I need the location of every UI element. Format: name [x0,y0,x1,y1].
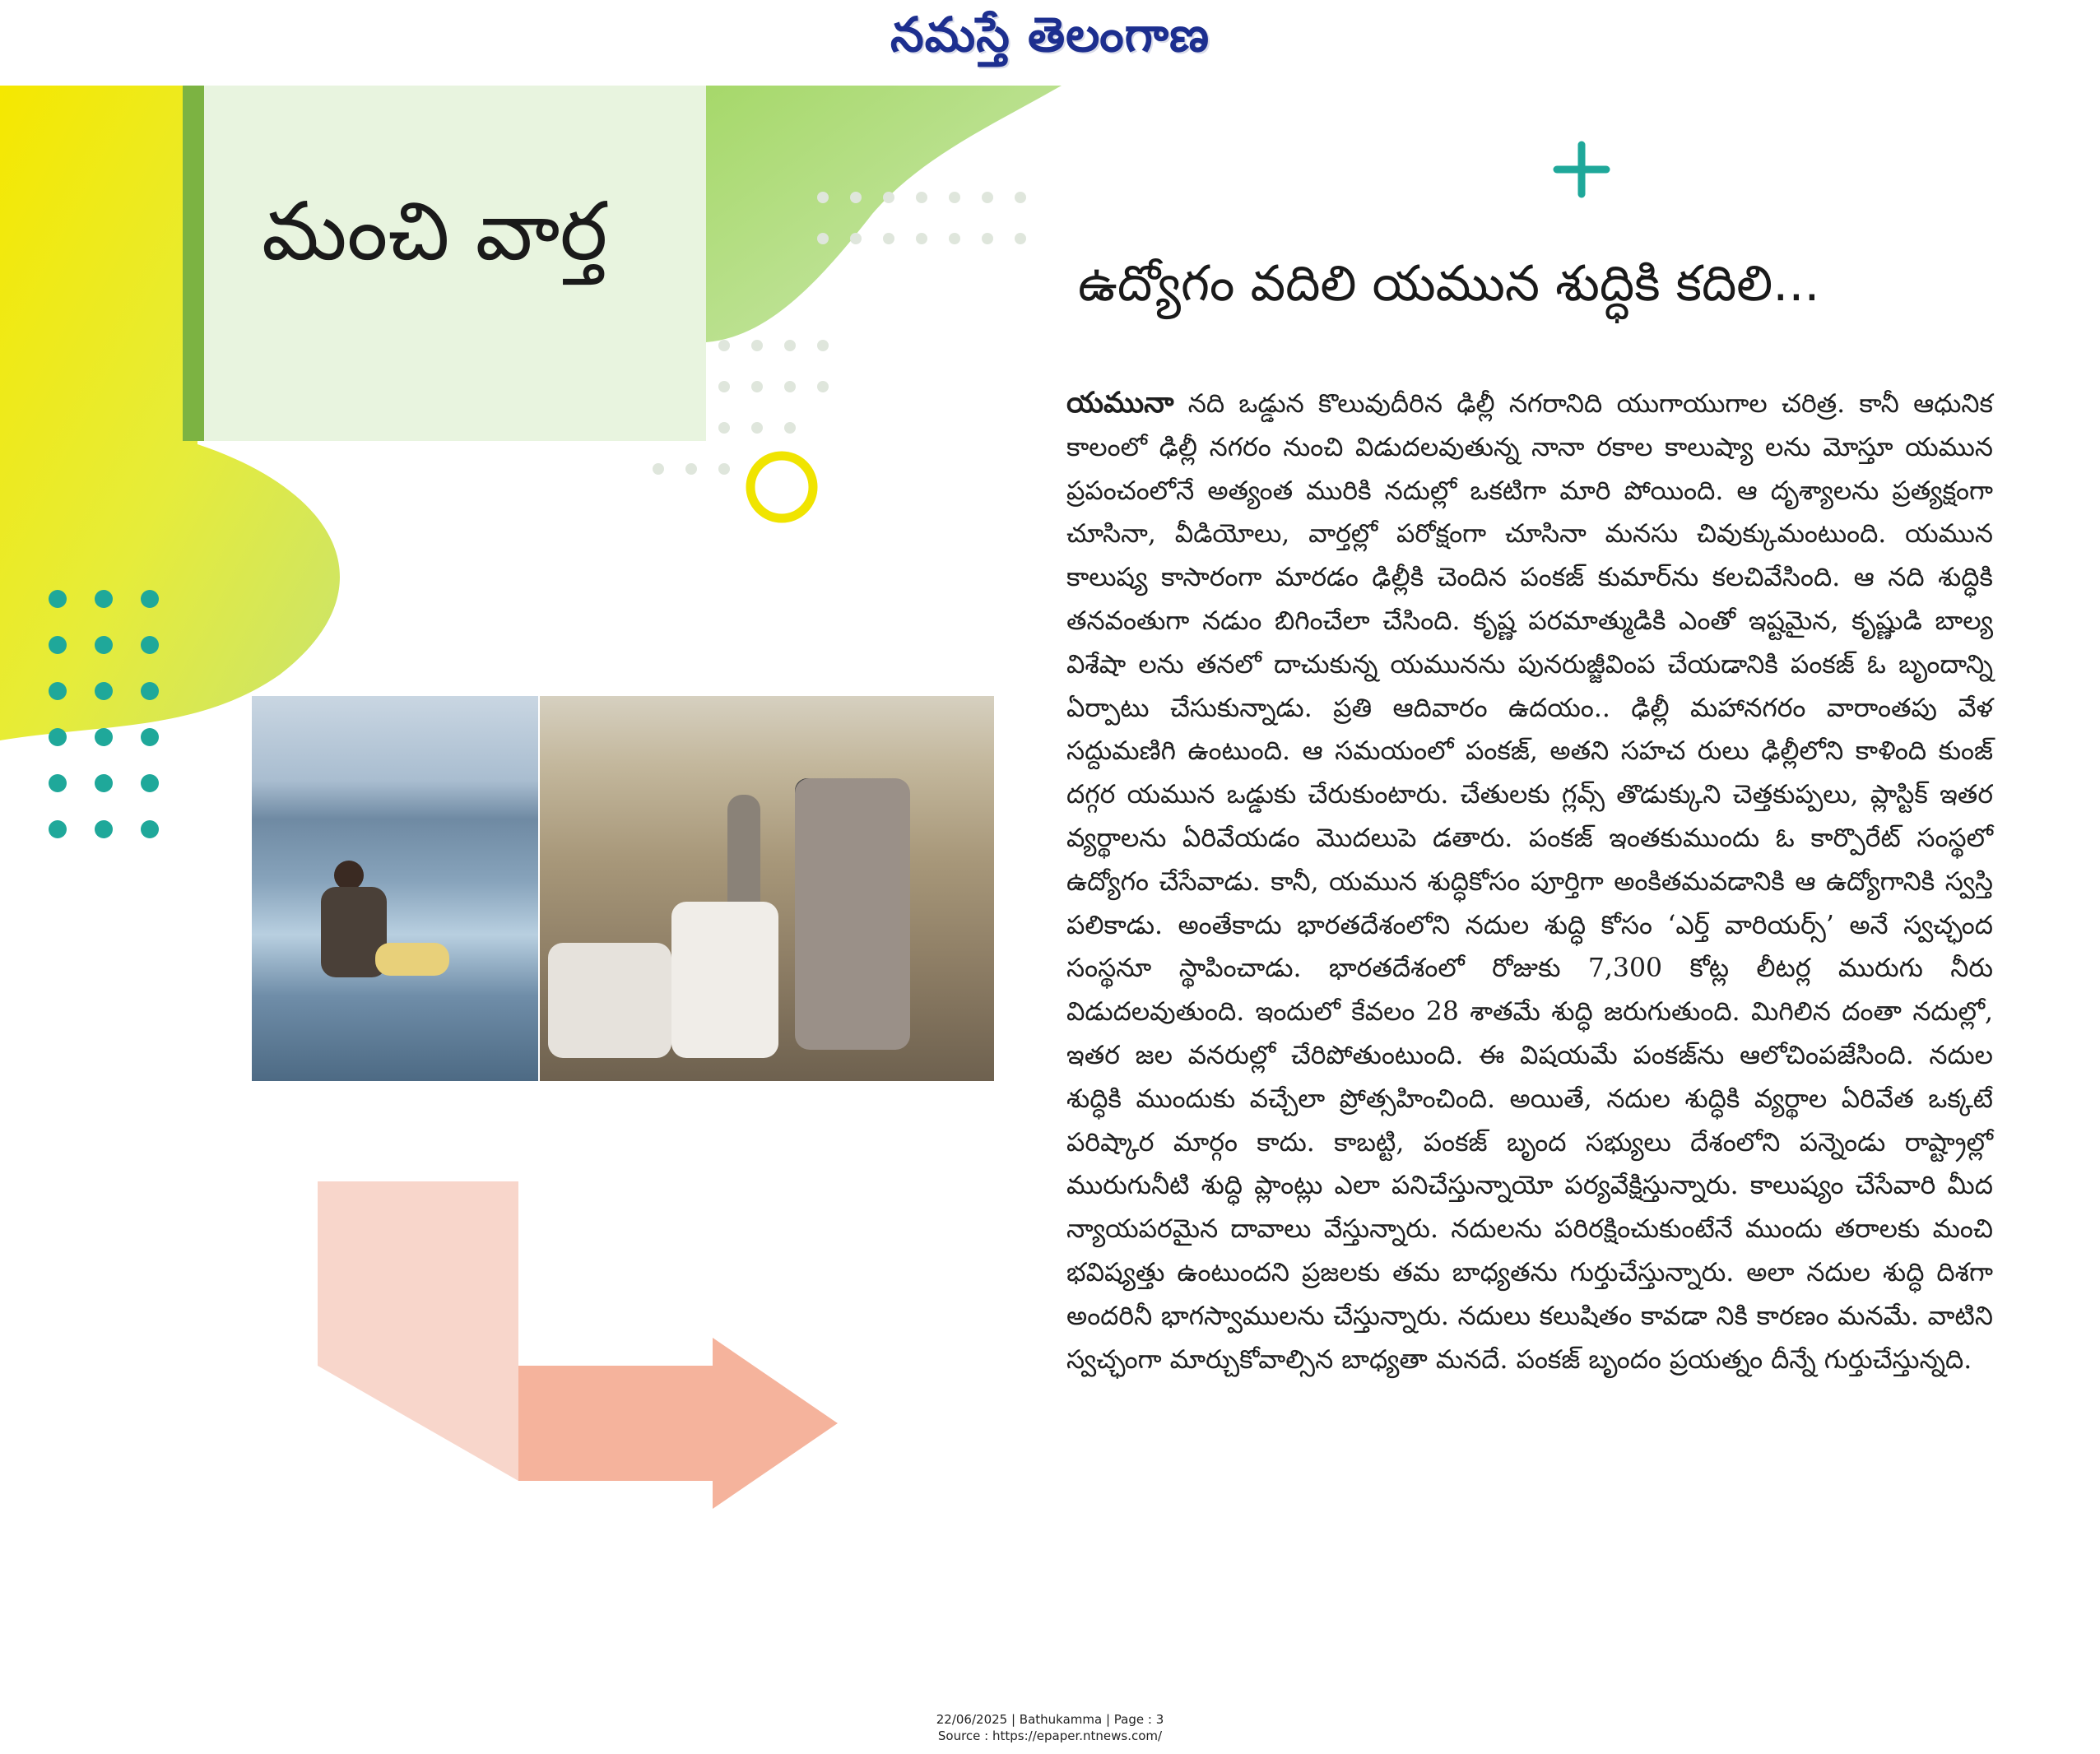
page-footer [0,1711,2100,1744]
green-blob [706,86,1062,342]
photo-man-in-river [252,696,538,1081]
plus-icon [1557,145,1606,194]
section-title: మంచి వార్త [262,185,608,279]
photo-volunteer [548,943,671,1058]
article-body [1066,382,1993,1381]
footer-date-line: 22/06/2025 | Bathukamma | Page : 3 [936,1712,1164,1727]
photo-volunteer [795,778,910,1050]
photo-volunteer [671,902,778,1058]
article-lead-word: యమునా [1066,386,1174,420]
photo-figure-head [334,861,364,890]
masthead-logo: నమస్తే తెలంగాణ [890,7,1210,63]
banner-accent-bar [183,86,204,441]
ring-icon [750,456,813,518]
footer-source-line: Source : https://epaper.ntnews.com/ [937,1728,1163,1743]
arrow-graphic [318,1181,838,1509]
photo-sack [375,943,449,976]
article-headline: ఉద్యోగం వదిలి యమున శుద్ధికి కదిలి... [1078,255,1820,313]
article-body-text: నది ఒడ్డున కొలువుదీరిన ఢిల్లీ నగరానిది యుగాయుగాల చరిత్ర. కానీ ఆధునిక కాలంలో ఢిల్లీ నగరం నుంచి విడుదలవుతున్న నానా రకాల కాలుష్యా లను మోస్తూ యమున ప్రపంచంలోనే అత్యంత మురికి నదుల్లో ఒకటిగా మారి పోయింది. ఆ దృశ్యాలను ప్రత్యక్షంగా చూసినా, వీడియోలు, వార్తల్లో పరోక్షంగా చూసినా మనసు చివుక్కుమంటుంది. యమున కాలుష్య కాసారంగా మారడం ఢిల్లీకి చెందిన పంకజ్ కుమార్‌ను కలచివేసింది. ఆ నది శుద్ధికి తనవంతుగా నడుం బిగించేలా చేసింది. కృష్ణ పరమాత్ముడికి ఎంతో ఇష్టమైన, కృష్ణుడి బాల్య విశేషా లను తనలో దాచుకున్న యమునను పునరుజ్జీవింప చేయడానికి పంకజ్ ఓ బృందాన్ని ఏర్పాటు చేసుకున్నాడు. ప్రతి ఆదివారం ఉదయం.. ఢిల్లీ మహానగరం వారాంతపు వేళ సద్దుమణిగి ఉంటుంది. ఆ సమయంలో పంకజ్, అతని సహచ రులు ఢిల్లీలోని కాళింది కుంజ్ దగ్గర యమున ఒడ్డుకు చేరుకుంటారు. చేతులకు గ్లవ్స్ తొడుక్కుని చెత్తకుప్పలు, ప్లాస్టిక్ ఇతర వ్యర్థాలను ఏరివేయడం మొదలుపె డతారు. పంకజ్ ఇంతకుముందు ఓ కార్పొరేట్ సంస్థలో ఉద్యోగం చేసేవాడు. కానీ, యమున శుద్ధికోసం పూర్తిగా అంకితమవడానికి ఆ ఉద్యోగానికి స్వస్తి పలికాడు. అంతేకాదు భారతదేశంలోని నదుల శుద్ధి కోసం ‘ఎర్త్ వారియర్స్’ అనే స్వచ్ఛంద సంస్థనూ స్థాపించాడు. భారతదేశంలో రోజుకు 7,300 కోట్ల లీటర్ల మురుగు నీరు విడుదలవుతుంది. ఇందులో కేవలం 28 శాతమే శుద్ధి జరుగుతుంది. మిగిలిన దంతా నదుల్లో, ఇతర జల వనరుల్లో చేరిపోతుంటుంది. ఈ విషయమే పంకజ్‌ను ఆలోచింపజేసింది. నదుల శుద్ధికి ముందుకు వచ్చేలా ప్రోత్సహించింది. అయితే, నదుల శుద్ధికి వ్యర్థాల ఏరివేత ఒక్కటే పరిష్కార మార్గం కాదు. కాబట్టి, పంకజ్ బృంద సభ్యులు దేశంలోని పన్నెండు రాష్ట్రాల్లో మురుగునీటి శుద్ధి ప్లాంట్లు ఎలా పనిచేస్తున్నాయో పర్యవేక్షిస్తున్నారు. కాలుష్యం చేసేవారి మీద న్యాయపరమైన దావాలు వేస్తున్నారు. నదులను పరిరక్షించుకుంటేనే ముందు తరాలకు మంచి భవిష్యత్తు ఉంటుందని ప్రజలకు తమ బాధ్యతను గుర్తుచేస్తున్నారు. అలా నదుల శుద్ధి దిశగా అందరినీ భాగస్వాములను చేస్తున్నారు. నదులు కలుషితం కావడా నికి కారణం మనమే. వాటిని స్వచ్ఛంగా మార్చుకోవాల్సిన బాధ్యతా మనదే. పంకజ్ బృందం ప్రయత్నం దీన్నే గుర్తుచేస్తున్నది. [1066,389,1993,1375]
photo-volunteers-cleaning [540,696,994,1081]
